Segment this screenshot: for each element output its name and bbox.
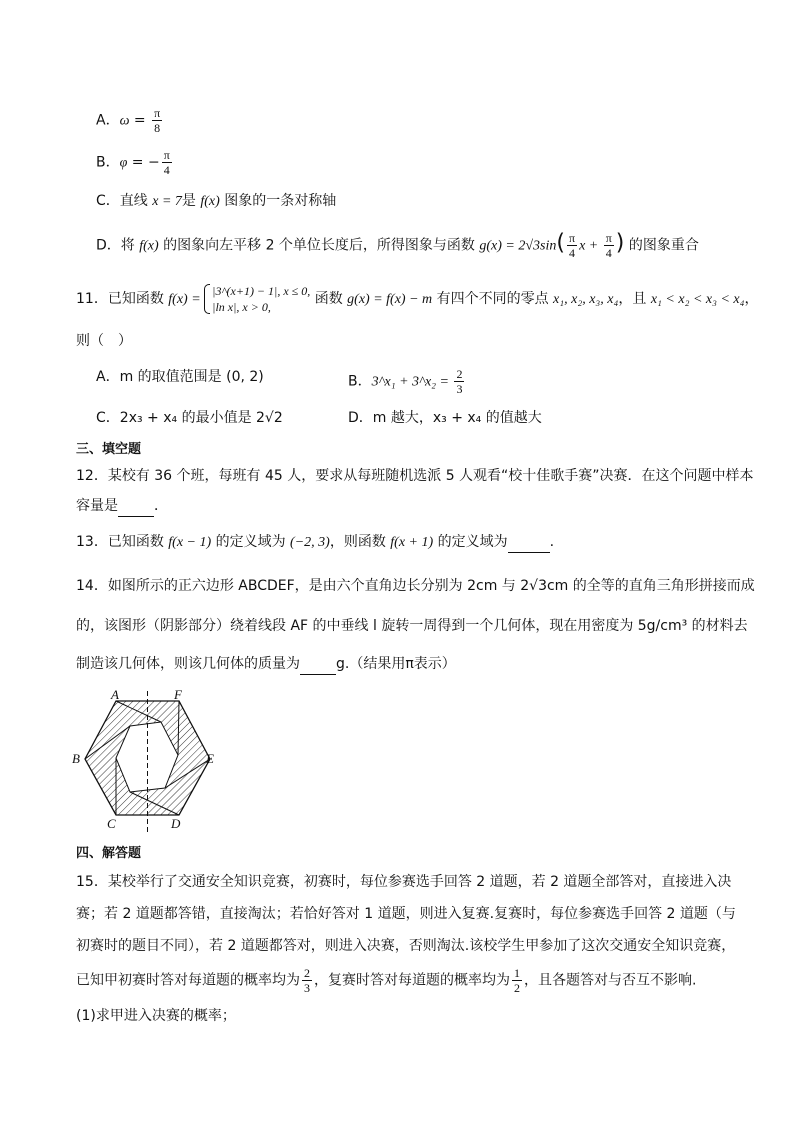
vertex-label-e: E xyxy=(206,751,214,766)
piecewise-function: |3^(x+1) − 1|, x ≤ 0, |ln x|, x > 0, xyxy=(204,283,310,315)
q14-line2: 的，该图形（阴影部分）绕着线段 AF 的中垂线 l 旋转一周得到一个几何体，现在用密度为 5g/cm³ 的材料去 xyxy=(76,618,748,634)
q11-option-b: B．3^x₁ + 3^x₂ = $\frac{2}{3}$ xyxy=(348,367,463,396)
vertex-label-f: F xyxy=(174,688,182,702)
q11-stem: 11．已知函数 f(x) = |3^(x+1) − 1|, x ≤ 0, |ln x|, x > 0, 函数 g(x) = f(x) − m 有四个不同的零点 x₁, x₂, x₃, x₄，且 x₁ < x₂ < x₃ < x₄， xyxy=(76,284,759,314)
section-title-fill-in: 三、填空题 xyxy=(76,442,142,457)
fraction: $\frac{\pi}{4}$ xyxy=(569,231,576,260)
vertex-label-d: D xyxy=(171,816,181,831)
q10-option-a: A．ω = $\frac{\pi}{8}$ xyxy=(96,106,161,135)
q14-line1: 14．如图所示的正六边形 ABCDEF，是由六个直角边长分别为 2cm 与 2√3cm 的全等的直角三角形拼接而成 xyxy=(76,578,755,594)
q10-option-c: C．直线 x = 7是 f(x) 图象的一条对称轴 xyxy=(96,193,337,209)
q15-line1: 15．某校举行了交通安全知识竞赛，初赛时，每位参赛选手回答 2 道题，若 2 道题全部答对，直接进入决 xyxy=(76,874,732,890)
answer-blank[interactable] xyxy=(118,496,154,517)
answer-blank[interactable] xyxy=(300,654,336,675)
hexagon-figure xyxy=(68,688,228,838)
q15-line4: 已知甲初赛时答对每道题的概率均为 $\frac{2}{3}$ ，复赛时答对每道题的概率均为 $\frac{1}{2}$ ，且各题答对与否互不影响. xyxy=(76,966,697,995)
fraction: $\frac{1}{2}$ xyxy=(514,966,520,995)
fraction: $\frac{\pi}{8}$ xyxy=(154,106,161,135)
q13: 13．已知函数 f(x − 1) 的定义域为 (−2, 3)，则函数 f(x + 1) 的定义域为 . xyxy=(76,532,554,553)
answer-blank[interactable] xyxy=(508,532,550,553)
q12-line2: 容量是 ． xyxy=(76,496,168,517)
q15-line2: 赛；若 2 道题都答错，直接淘汰；若恰好答对 1 道题，则进入复赛.复赛时，每位参赛选手回答 2 道题（与 xyxy=(76,906,736,922)
q12-line1: 12．某校有 36 个班，每班有 45 人，要求从每班随机选派 5 人观看“校十佳歌手赛”决赛．在这个问题中样本 xyxy=(76,468,754,484)
q11-option-c: C．2x₃ + x₄ 的最小值是 2√2 xyxy=(96,410,283,426)
vertex-label-c: C xyxy=(107,816,116,831)
fraction: $\frac{2}{3}$ xyxy=(456,367,463,396)
vertex-label-a: A xyxy=(111,688,119,702)
q11-option-a: A．m 的取值范围是 (0, 2) xyxy=(96,369,264,385)
fraction: $\frac{\pi}{4}$ xyxy=(605,231,612,260)
q10-option-d: D．将 f(x) 的图象向左平移 2 个单位长度后，所得图象与函数 g(x) = 2√3sin( $\frac{\pi}{4}$ x + $\frac{\pi}{4}$ ) 的图象重合 xyxy=(96,230,699,260)
fraction: $\frac{2}{3}$ xyxy=(304,966,310,995)
q15-line3: 初赛时的题目不同），若 2 道题都答对，则进入决赛，否则淘汰.该校学生甲参加了这次交通安全知识竞赛， xyxy=(76,938,736,954)
q14-line3: 制造该几何体，则该几何体的质量为 g.（结果用π表示） xyxy=(76,654,456,675)
fraction: $\frac{\pi}{4}$ xyxy=(163,148,170,177)
q11-stem-line2: 则（ ） xyxy=(76,333,132,349)
q15-part1: (1)求甲进入决赛的概率； xyxy=(76,1008,236,1024)
q11-option-d: D．m 越大，x₃ + x₄ 的值越大 xyxy=(348,410,542,426)
section-title-solutions: 四、解答题 xyxy=(76,846,142,861)
vertex-label-b: B xyxy=(72,751,80,766)
q10-option-b: B．φ = − $\frac{\pi}{4}$ xyxy=(96,148,170,177)
